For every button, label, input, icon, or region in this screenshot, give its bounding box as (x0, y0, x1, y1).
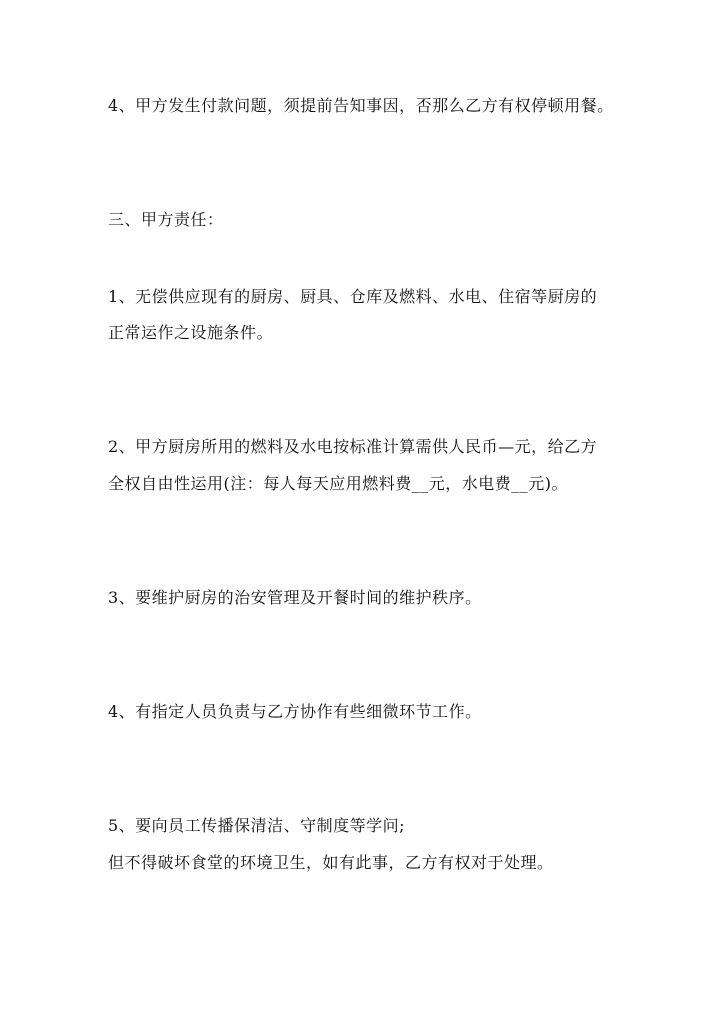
clause-5-line-2: 但不得破坏食堂的环境卫生，如有此事，乙方有权对于处理。 (108, 853, 554, 872)
clause-4: 4、有指定人员负责与乙方协作有些细微环节工作。 (108, 702, 482, 721)
clause-3: 3、要维护厨房的治安管理及开餐时间的维护秩序。 (108, 588, 482, 607)
clause-1-line-2: 正常运作之设施条件。 (108, 323, 274, 342)
clause-2-line-1: 2、甲方厨房所用的燃料及水电按标准计算需供人民币—元，给乙方 (108, 437, 598, 456)
clause-5-line-1: 5、要向员工传播保清洁、守制度等学问; (108, 816, 406, 835)
clause-2-line-2: 全权自由性运用(注：每人每天应用燃料费__元，水电费__元)。 (108, 474, 568, 493)
clause-payment-notice: 4、甲方发生付款问题，须提前告知事因，否那么乙方有权停顿用餐。 (108, 96, 614, 115)
section-heading-party-a-responsibilities: 三、甲方责任： (108, 210, 224, 229)
clause-1-line-1: 1、无偿供应现有的厨房、厨具、仓库及燃料、水电、住宿等厨房的 (108, 287, 598, 306)
